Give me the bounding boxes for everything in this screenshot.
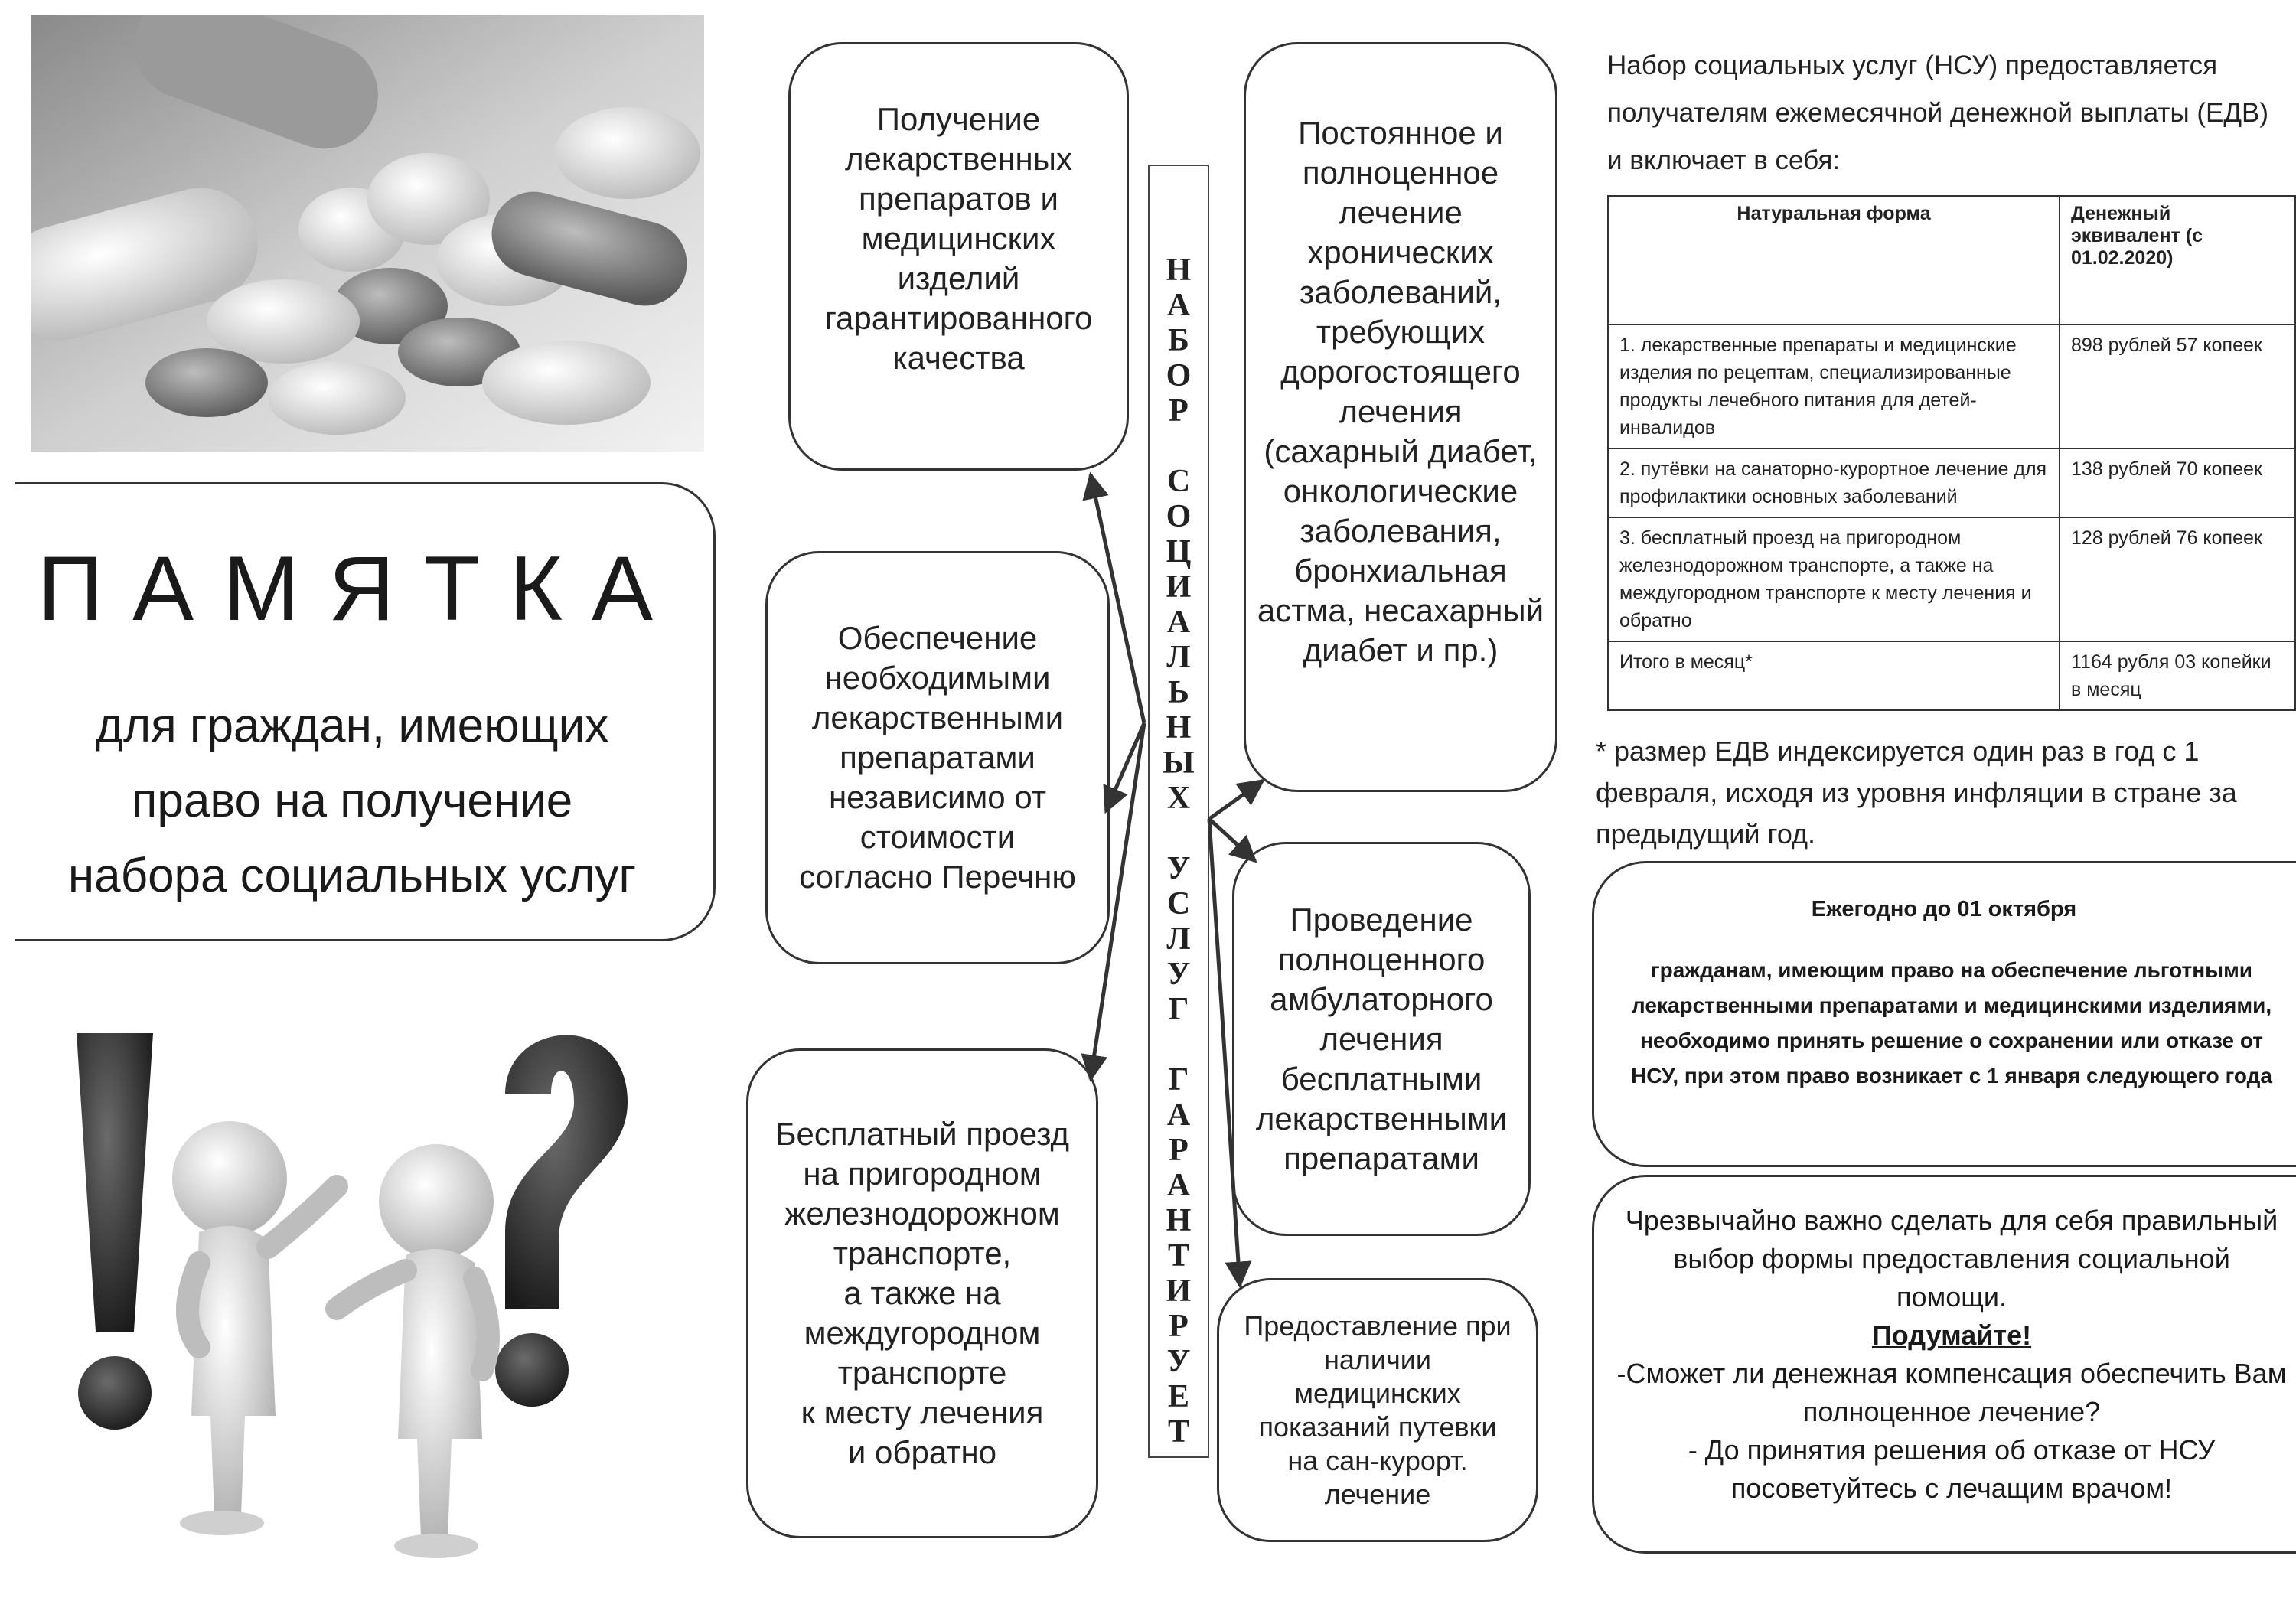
right-figure <box>337 1144 494 1558</box>
table-cell: 138 рублей 70 копеек <box>2060 448 2295 517</box>
subtitle-line: для граждан, имеющих <box>95 699 609 752</box>
table-header-row <box>1608 196 2295 324</box>
table-row <box>1608 448 2295 517</box>
table-cell: 898 рублей 57 копеек <box>2060 324 2295 448</box>
service-box-free-travel: Бесплатный проезд на пригородном железнодорожном транспорте, а также на междугородном транспорте к месту лечения и обратно <box>746 1048 1098 1538</box>
table-row <box>1608 517 2295 641</box>
leaflet-title: ПАМЯТКА <box>37 537 683 640</box>
footnote: * размер ЕДВ индексируется один раз в год с 1 февраля, исходя из уровня инфляции в стране за предыдущий год. <box>1596 735 2237 850</box>
table-row <box>1608 641 2295 710</box>
service-box-sanatorium: Предоставление при наличии медицинских показаний путевки на сан-курорт. лечение <box>1217 1278 1538 1542</box>
notice-title: Ежегодно до 01 октября <box>1811 897 2077 921</box>
table-cell: Итого в месяц* <box>1608 641 2060 710</box>
advice-think: Подумайте! <box>1871 1319 2032 1351</box>
subtitle-line: набора социальных услуг <box>67 850 637 902</box>
center-column-text: Н А Б О Р С О Ц И А Л Ь Н Ы Х У С Л У Г Г А Р А Н Т И Р У Е Т <box>1163 253 1195 1450</box>
table-cell: 1. лекарственные препараты и медицинские изделия по рецептам, специализированные продукты лечебного питания для детей-инвалидов <box>1608 324 2060 448</box>
service-box-medicines-list: Обеспечение необходимыми лекарственными препаратами независимо от стоимости согласно Перечню <box>765 551 1110 964</box>
column-header: Денежный эквивалент (с 01.02.2020) <box>2060 196 2295 324</box>
table-cell: 3. бесплатный проезд на пригородном железнодорожном транспорте, а также на междугородном транспорте к месту лечения и обратно <box>1608 517 2060 641</box>
service-box-chronic-treatment: Постоянное и полноценное лечение хронических заболеваний, требующих дорогостоящего лечения (сахарный диабет, онкологические заболевания, бронхиальная астма, несахарный диабет и пр.) <box>1244 42 1557 792</box>
advice-text <box>1615 1202 2288 1508</box>
intro-text: Набор социальных услуг (НСУ) предоставляется получателям ежемесячной денежной выплаты (ЕДВ) и включает в себя: <box>1607 51 2269 175</box>
column-header: Натуральная форма <box>1608 196 2060 324</box>
service-box-medicines-quality: Получение лекарственных препаратов и медицинских изделий гарантированного качества <box>788 42 1129 471</box>
notice-text: гражданам, имеющим право на обеспечение льготными лекарственными препаратами и медицинскими изделиями, необходимо принять решение о сохранении или отказе от НСУ, при этом право возникает с 1 января следующего года <box>1631 958 2272 1088</box>
table-cell: 2. путёвки на санаторно-курортное лечение для профилактики основных заболеваний <box>1608 448 2060 517</box>
pills-photo <box>31 15 704 452</box>
subtitle-line: право на получение <box>131 774 573 827</box>
left-figure <box>172 1121 337 1535</box>
leaflet-subtitle <box>15 689 689 914</box>
advice-question: -Сможет ли денежная компенсация обеспечить Вам полноценное лечение? <box>1616 1358 2287 1427</box>
exclamation-icon <box>77 1033 153 1430</box>
table-cell: 128 рублей 76 копеек <box>2060 517 2295 641</box>
table-row <box>1608 324 2295 448</box>
table-cell: 1164 рубля 03 копейки в месяц <box>2060 641 2295 710</box>
question-icon <box>495 1035 628 1407</box>
services-table <box>1607 195 2296 711</box>
advice-question: - До принятия решения об отказе от НСУ посоветуйтесь с лечащим врачом! <box>1688 1434 2216 1504</box>
figures-illustration <box>46 987 658 1584</box>
service-box-outpatient: Проведение полноценного амбулаторного лечения бесплатными лекарственными препаратами <box>1232 842 1531 1236</box>
advice-line: Чрезвычайно важно сделать для себя правильный выбор формы предоставления социальной помощи. <box>1625 1205 2278 1313</box>
